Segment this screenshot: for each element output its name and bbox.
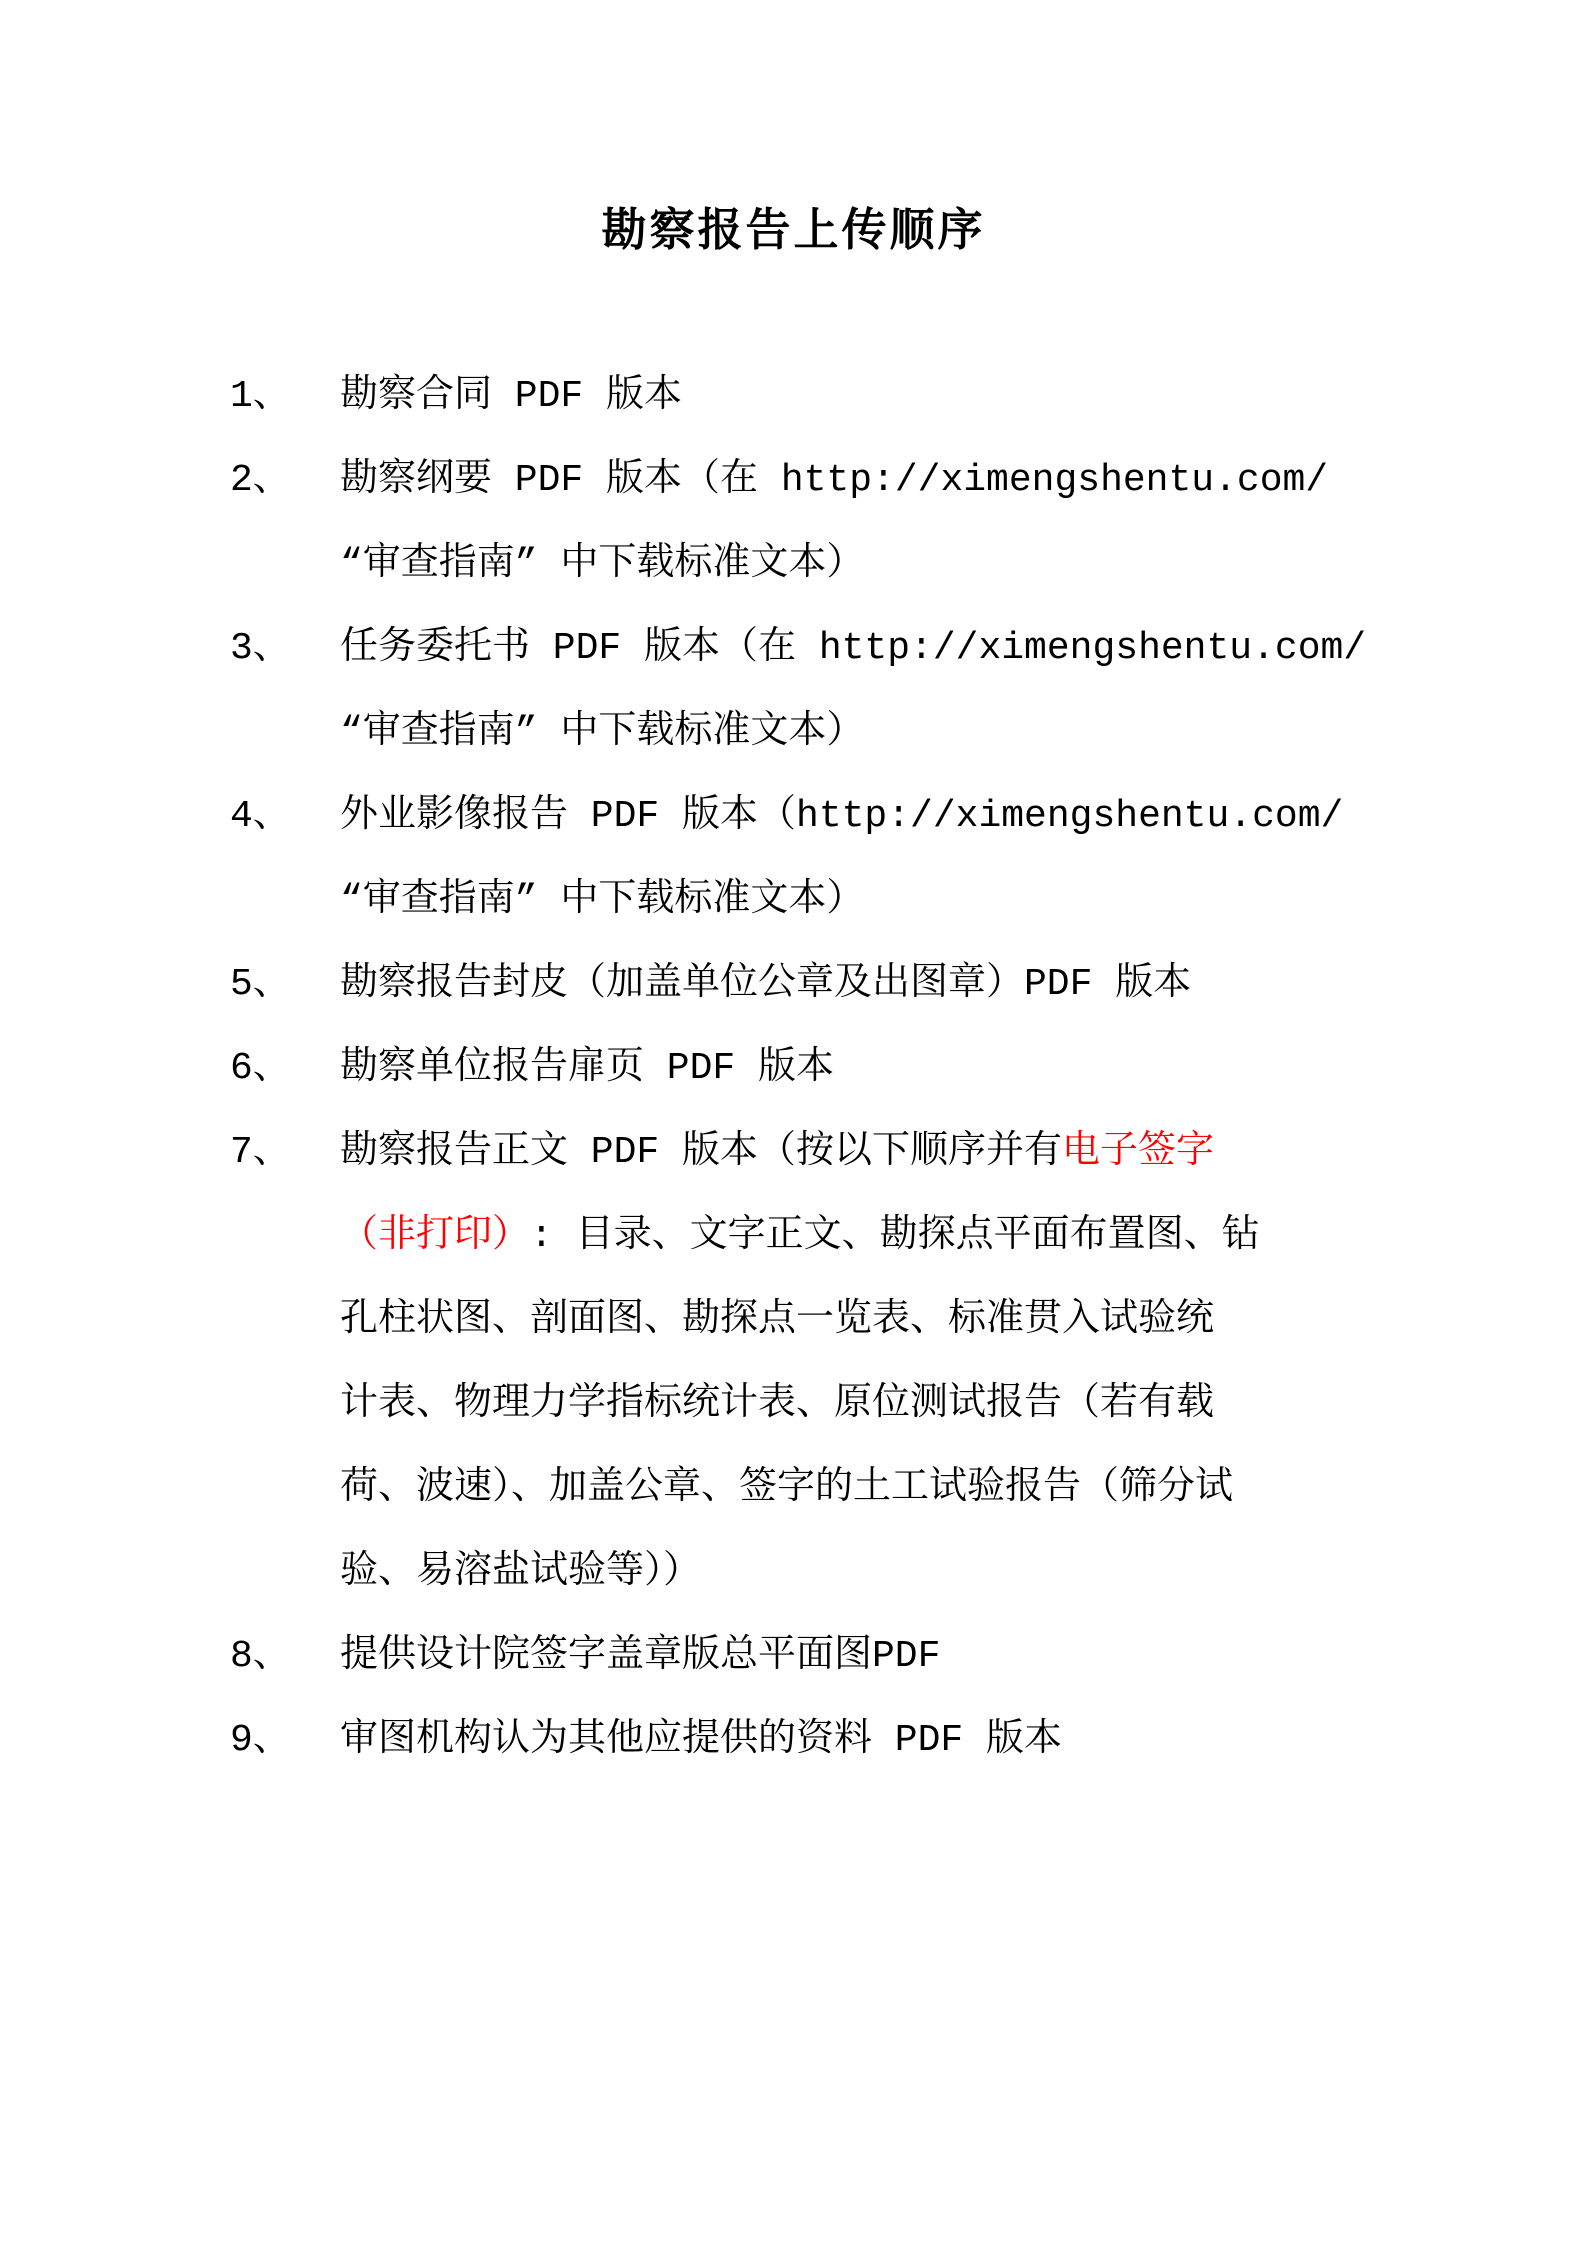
item-number: 9、 (230, 1719, 291, 1762)
list-item (0, 607, 1587, 775)
item-line (340, 1195, 1587, 1279)
item-text: “审查指南” 中下载标准文本） (340, 543, 865, 586)
item-lines (340, 943, 1587, 1027)
item-lines (340, 775, 1587, 943)
highlighted-text: （非打印） (340, 1215, 531, 1258)
item-line (340, 607, 1587, 691)
item-number: 2、 (230, 459, 291, 502)
item-text: “审查指南” 中下载标准文本） (340, 879, 865, 922)
item-text: 外业影像报告 PDF 版本（http://ximengshentu.com/ (340, 795, 1344, 838)
list-item (0, 1615, 1587, 1699)
item-text: : 目录、文字正文、勘探点平面布置图、钻 (530, 1215, 1260, 1258)
item-line (340, 691, 1587, 775)
item-line (340, 943, 1587, 1027)
item-line (340, 1111, 1587, 1195)
list-item (0, 775, 1587, 943)
item-line (340, 1363, 1587, 1447)
highlighted-text: 电子签字 (1062, 1131, 1215, 1174)
item-text: 审图机构认为其他应提供的资料 PDF 版本 (340, 1719, 1063, 1762)
item-lines (340, 1027, 1587, 1111)
upload-order-list (0, 355, 1587, 1783)
item-lines (340, 607, 1587, 775)
list-item (0, 1699, 1587, 1783)
item-number: 6、 (230, 1047, 291, 1090)
list-item (0, 355, 1587, 439)
item-text: 验、易溶盐试验等）） (340, 1551, 702, 1594)
item-text: 勘察报告正文 PDF 版本（按以下顺序并有 (340, 1131, 1063, 1174)
item-text: 勘察单位报告扉页 PDF 版本 (340, 1047, 835, 1090)
document-title: 勘察报告上传顺序 (601, 204, 986, 255)
item-number: 7、 (230, 1131, 291, 1174)
item-number: 3、 (230, 627, 291, 670)
item-text: 任务委托书 PDF 版本（在 http://ximengshentu.com/ (340, 627, 1367, 670)
item-text: 勘察纲要 PDF 版本（在 http://ximengshentu.com/ (340, 459, 1329, 502)
item-lines (340, 1111, 1587, 1615)
item-text: 勘察报告封皮（加盖单位公章及出图章）PDF 版本 (340, 963, 1192, 1006)
item-text: 荷、波速）、加盖公章、签字的土工试验报告（筛分试 (340, 1467, 1234, 1510)
item-line (340, 439, 1587, 523)
item-number: 5、 (230, 963, 291, 1006)
item-line (340, 1615, 1587, 1699)
item-line (340, 859, 1587, 943)
item-text: 勘察合同 PDF 版本 (340, 375, 683, 418)
item-line (340, 1531, 1587, 1615)
item-text: 提供设计院签字盖章版总平面图PDF (340, 1635, 941, 1678)
item-number: 8、 (230, 1635, 291, 1678)
item-text: 计表、物理力学指标统计表、原位测试报告（若有载 (340, 1383, 1215, 1426)
item-line (340, 1027, 1587, 1111)
list-item (0, 1111, 1587, 1615)
list-item (0, 943, 1587, 1027)
item-text: 孔柱状图、剖面图、勘探点一览表、标准贯入试验统 (340, 1299, 1215, 1342)
item-line (340, 775, 1587, 859)
item-line (340, 1279, 1587, 1363)
item-lines (340, 355, 1587, 439)
item-lines (340, 1615, 1587, 1699)
item-lines (340, 439, 1587, 607)
item-lines (340, 1699, 1587, 1783)
item-line (340, 355, 1587, 439)
item-line (340, 523, 1587, 607)
item-line (340, 1447, 1587, 1531)
list-item (0, 1027, 1587, 1111)
item-number: 4、 (230, 795, 291, 838)
item-text: “审查指南” 中下载标准文本） (340, 711, 865, 754)
item-line (340, 1699, 1587, 1783)
item-number: 1、 (230, 375, 291, 418)
list-item (0, 439, 1587, 607)
